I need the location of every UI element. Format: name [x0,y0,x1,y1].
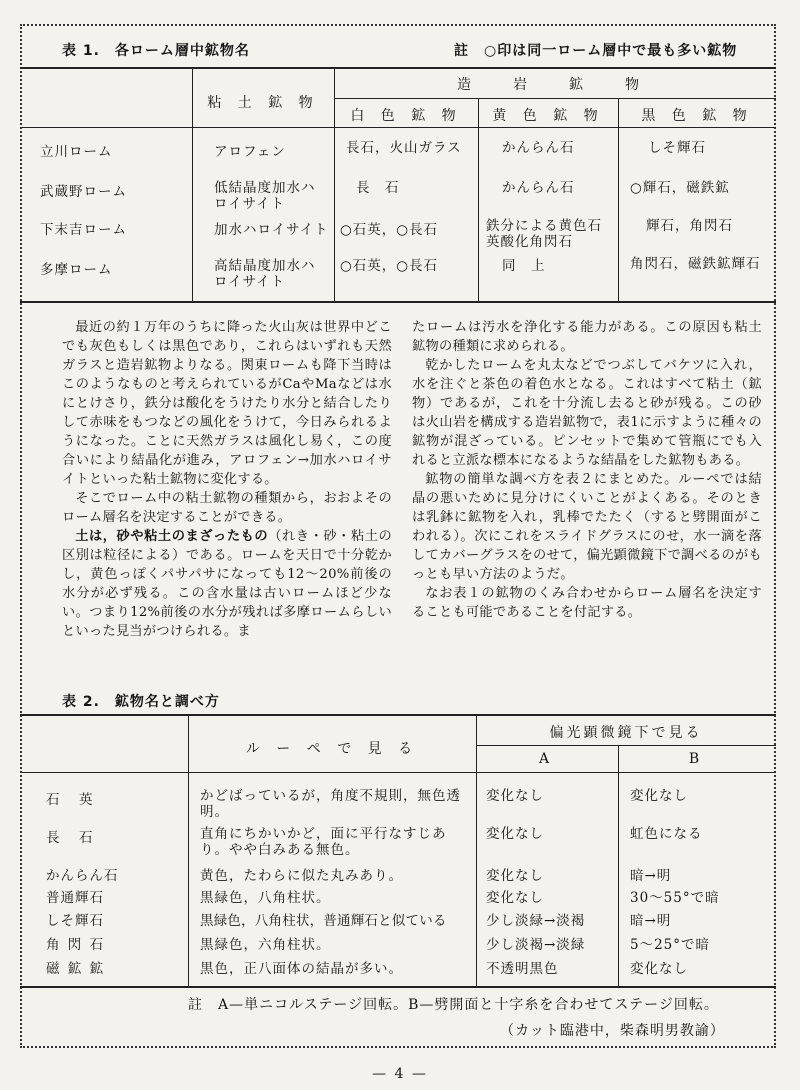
table1-row-white: 長 石 [356,180,400,196]
table2-row-name: 普通輝石 [46,890,104,906]
table2-row-name: 角 閃 石 [46,937,106,953]
table1-row-black: しそ輝石 [648,140,706,156]
table2-row-a: 変化なし [486,788,544,804]
table2-row-loupe: 黒緑色，八角柱状。 [200,890,331,906]
table1-header-rock: 造 岩 鉱 物 [457,77,653,93]
table2-note: 註 A—単ニコルステージ回転。B—劈開面と十字糸を合わせてステージ回転。 [188,997,719,1013]
table1-bottom-rule [20,301,776,303]
table2-row-a: 変化なし [486,868,544,884]
table2-header-b: B [688,751,706,767]
body-paragraph: 乾かしたロームを丸太などでつぶしてバケツに入れ，水を注ぐと茶色の着色水となる。これはすべて粘土（鉱物）であるが，これを十分流し去ると砂が残る。この砂は火山岩を構成する造岩鉱物で，表1に示すように種々の鉱物が混ざっている。ピンセットで集めて管瓶にでも入れると立派な標本になるような結晶をした鉱物もある。 [412,358,762,468]
table1-row-yellow: かんらん石 [502,180,575,196]
table1-row-name: 多摩ローム [40,262,113,278]
table2-row-loupe: 黒色，正八面体の結晶が多い。 [200,961,403,977]
table1-header-clay: 粘 土 鉱 物 [207,95,319,111]
table1-row-black: 輝石，角閃石 [646,218,733,234]
table1-row-black: ○輝石，磁鉄鉱 [630,180,730,196]
body-paragraph [62,527,392,641]
table2-row-a: 変化なし [486,890,544,906]
table1-top-rule [20,67,776,69]
table1-row-black: 角閃石，磁鉄鉱輝石 [630,256,761,272]
page-number: — 4 — [372,1066,428,1082]
body-paragraph: そこでローム中の粘土鉱物の種類から，おおよそのローム層名を決定することができる。 [62,491,392,525]
table2-row-b: 変化なし [630,788,688,804]
table2-row-b: 30～55°で暗 [630,890,720,906]
table2-row-b: 虹色になる [630,826,703,842]
table2-divider [618,746,619,986]
table2-row-b: 5～25°で暗 [630,937,711,953]
table1-header-yellow: 黄 色 鉱 物 [492,108,604,124]
table1-divider [334,68,335,301]
table1-header-rule [20,127,776,128]
table2-row-a: 少し淡褐→淡緑 [486,937,586,953]
body-right-column [412,318,762,690]
table2-row-loupe: 黒緑色，六角柱状。 [200,937,331,953]
table1-caption: 表 1. 各ローム層中鉱物名 [62,43,250,59]
table2-row-name: 石 英 [46,792,96,808]
table2-row-loupe: 直角にちかいかど，面に平行なすじあり。やや白みある無色。 [200,826,447,858]
table2-header-loupe: ル ー ペ で 見 る [245,741,419,757]
table2-row-loupe: 黄色，たわらに似た丸みあり。 [200,868,403,884]
table1-row-white: ○石英，○長石 [340,258,439,274]
table1-divider [618,99,619,301]
body-paragraph: 最近の約１万年のうちに降った火山灰は世界中どこでも灰色もしくは黒色であり，これらはいずれも天然ガラスと造岩鉱物よりなる。関東ロームも降下当時はこのようなものと考えられているがCaやMaなどは水にとけさり，鉄分は酸化をうけたり水分と結合したりして赤味をもつなどの風化をうけて，今日みられるようになった。ことに天然ガラスは風化し易く，この度合いにより結晶化が進み，アロフェン→加水ハロイサイトといった粘土鉱物に変化する。 [62,320,392,487]
table2-caption: 表 2. 鉱物名と調べ方 [62,694,220,710]
table2-header-mid-rule [476,745,776,746]
body-paragraph: 鉱物の簡単な調べ方を表２にまとめた。ルーペでは結晶の悪いために見分けにくいことがよくある。そのときは乳鉢に鉱物を入れ，乳棒でたたく（すると劈開面がこわれる）。次にこれをスライドグラスにのせ，水一滴を落してカバーグラスをのせて，偏光顕微鏡下で調べるのがもっとも早い方法のようだ。 [412,472,762,582]
table1-row-yellow: 鉄分による黄色石英酸化角閃石 [486,218,602,250]
table1-header-black: 黒 色 鉱 物 [641,108,753,124]
table2-top-rule [20,714,776,716]
table2-row-name: 長 石 [46,830,96,846]
table2-row-loupe: かどばっているが，角度不規則，無色透明。 [200,788,461,820]
table1-note: 註 ○印は同一ローム層中で最も多い鉱物 [454,43,738,59]
table2-header-micro: 偏光顕微鏡下で見る [549,725,703,741]
table1-row-name: 下末吉ローム [40,222,127,238]
body-paragraph: なお表１の鉱物のくみ合わせからローム層名を決定することも可能であることを付記する。 [412,586,762,620]
table1-row-name: 武蔵野ローム [40,184,127,200]
table2-row-b: 暗→明 [630,868,672,884]
table1-row-clay: 高結晶度加水ハロイサイト [214,258,316,290]
table2-row-a: 少し淡緑→淡褐 [486,913,586,929]
table2-row-name: しそ輝石 [46,913,104,929]
table1-row-white: ○石英，○長石 [340,222,439,238]
table1-divider [478,99,479,301]
table1-row-clay: 加水ハロイサイト [214,222,329,238]
body-paragraph: たロームは汚水を浄化する能力がある。この原因も粘土鉱物の種類に求められる。 [412,320,762,354]
table1-row-clay: 低結晶度加水ハロイサイト [214,180,316,212]
table2-row-a: 不透明黒色 [486,961,559,977]
table2-row-name: かんらん石 [46,868,119,884]
body-paragraph-rest: （れき・砂・粘土の区別は粒径による）である。ロームを天日で十分乾かし，黄色っぽくパサパサになっても12～20%前後の水分が必ず残る。この含水量は古いロームほど少ない。つまり12%前後の水分が残れば多摩ロームらしいといった見当がつけられる。ま [62,529,392,639]
table1-header-white: 白 色 鉱 物 [350,108,462,124]
table1-row-yellow: 同 上 [502,258,546,274]
table2-row-b: 暗→明 [630,913,672,929]
table1-row-clay: アロフェン [214,144,286,160]
table1-header-mid-rule [334,98,776,99]
table2-row-name: 磁 鉱 鉱 [46,961,106,977]
table2-row-b: 変化なし [630,961,688,977]
table2-row-loupe: 黒緑色，八角柱状，普通輝石と似ている [200,913,447,929]
table2-header-rule [20,772,776,773]
table2-header-a: A [538,751,556,767]
table2-row-a: 変化なし [486,826,544,842]
table2-bottom-rule [20,986,776,988]
table1-row-white: 長石，火山ガラス [346,140,462,156]
table1-row-name: 立川ローム [40,144,113,160]
body-emphasis: 土は，砂や粘土のまざったもの [75,529,269,544]
table2-credit: （カット臨港中，柴森明男教諭） [500,1023,725,1039]
body-left-column [62,318,392,690]
table1-row-yellow: かんらん石 [502,140,575,156]
